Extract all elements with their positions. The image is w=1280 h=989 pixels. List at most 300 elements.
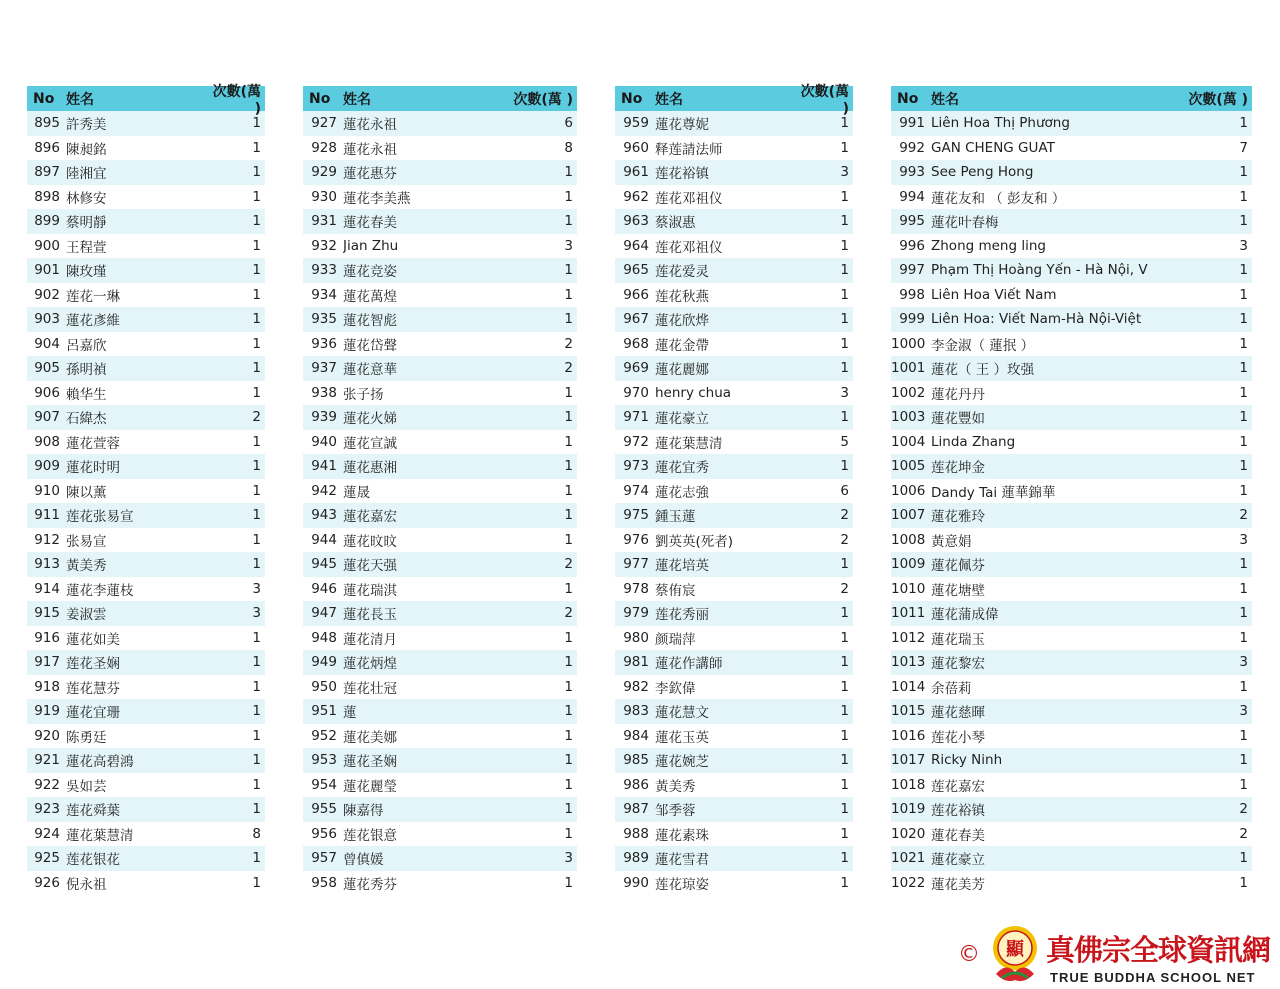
row-name: 蓮花李美燕 bbox=[343, 190, 411, 207]
row-number: 971 bbox=[623, 409, 649, 426]
table-row bbox=[27, 258, 265, 283]
table-row bbox=[891, 332, 1252, 357]
table-row bbox=[27, 356, 265, 381]
row-count: 1 bbox=[252, 164, 261, 181]
table-row bbox=[303, 773, 577, 798]
row-number: 931 bbox=[311, 213, 337, 230]
header-no: No bbox=[33, 90, 55, 107]
table-row bbox=[27, 503, 265, 528]
table-row bbox=[615, 748, 853, 773]
row-number: 981 bbox=[623, 654, 649, 671]
row-count: 2 bbox=[840, 531, 849, 548]
row-name: 蓮花旼旼 bbox=[343, 533, 397, 550]
row-count: 3 bbox=[1239, 237, 1248, 254]
row-number: 943 bbox=[311, 507, 337, 524]
row-number: 1015 bbox=[891, 703, 926, 720]
row-name: 劉英英(死者) bbox=[655, 533, 734, 550]
row-count: 2 bbox=[1239, 507, 1248, 524]
row-number: 932 bbox=[311, 237, 337, 254]
row-count: 1 bbox=[564, 164, 573, 181]
row-number: 973 bbox=[623, 458, 649, 475]
row-name: 蓮花豐如 bbox=[931, 411, 985, 428]
row-number: 1021 bbox=[891, 850, 926, 867]
table-row bbox=[303, 724, 577, 749]
row-name: 賴华生 bbox=[66, 386, 107, 403]
row-count: 1 bbox=[1239, 384, 1248, 401]
row-count: 1 bbox=[1239, 115, 1248, 132]
table-row bbox=[27, 528, 265, 553]
table-row bbox=[615, 871, 853, 896]
row-number: 959 bbox=[623, 115, 649, 132]
row-count: 1 bbox=[840, 678, 849, 695]
row-count: 3 bbox=[1239, 654, 1248, 671]
table-row bbox=[303, 503, 577, 528]
row-number: 1001 bbox=[891, 360, 926, 377]
row-count: 1 bbox=[1239, 286, 1248, 303]
row-count: 1 bbox=[840, 556, 849, 573]
row-name: 蓮花長玉 bbox=[343, 607, 397, 624]
row-count: 1 bbox=[564, 752, 573, 769]
row-number: 913 bbox=[34, 556, 60, 573]
row-count: 1 bbox=[252, 703, 261, 720]
row-name: 石緯杰 bbox=[66, 411, 107, 428]
row-number: 897 bbox=[34, 164, 60, 181]
row-number: 1020 bbox=[891, 825, 926, 842]
table-row bbox=[615, 160, 853, 185]
row-number: 937 bbox=[311, 360, 337, 377]
row-count: 1 bbox=[252, 678, 261, 695]
row-count: 1 bbox=[564, 262, 573, 279]
table-row bbox=[891, 356, 1252, 381]
row-number: 952 bbox=[311, 727, 337, 744]
row-name: 莲花慧芬 bbox=[66, 680, 120, 697]
table-row bbox=[891, 626, 1252, 651]
table-row bbox=[303, 601, 577, 626]
table-row bbox=[891, 405, 1252, 430]
table-4 bbox=[891, 86, 1252, 895]
row-number: 914 bbox=[34, 580, 60, 597]
row-number: 987 bbox=[623, 801, 649, 818]
table-row bbox=[615, 332, 853, 357]
row-name: 蓮花彥維 bbox=[66, 313, 120, 330]
row-name: 黃意娟 bbox=[931, 533, 972, 550]
row-name: 莲花邓祖仪 bbox=[655, 190, 723, 207]
row-number: 941 bbox=[311, 458, 337, 475]
row-number: 1000 bbox=[891, 335, 926, 352]
row-count: 1 bbox=[564, 703, 573, 720]
table-row bbox=[615, 283, 853, 308]
row-count: 1 bbox=[564, 801, 573, 818]
table-row bbox=[891, 234, 1252, 259]
row-name: 蓮花意華 bbox=[343, 362, 397, 379]
row-count: 3 bbox=[564, 237, 573, 254]
table-row bbox=[303, 111, 577, 136]
row-name: 蓮花美芳 bbox=[931, 876, 985, 893]
row-count: 8 bbox=[564, 139, 573, 156]
table-row bbox=[891, 111, 1252, 136]
row-name: 蓮花永祖 bbox=[343, 141, 397, 158]
table-row bbox=[27, 822, 265, 847]
row-count: 3 bbox=[252, 605, 261, 622]
row-number: 940 bbox=[311, 433, 337, 450]
row-number: 982 bbox=[623, 678, 649, 695]
row-count: 2 bbox=[564, 605, 573, 622]
row-number: 994 bbox=[899, 188, 925, 205]
row-count: 1 bbox=[252, 335, 261, 352]
lotus-seal-icon bbox=[988, 924, 1042, 986]
row-count: 1 bbox=[252, 458, 261, 475]
table-row bbox=[27, 332, 265, 357]
row-count: 2 bbox=[840, 580, 849, 597]
row-name: 黃美秀 bbox=[66, 558, 107, 575]
row-name: 陳以薰 bbox=[66, 484, 107, 501]
table-row bbox=[891, 601, 1252, 626]
row-name: 莲花嘉宏 bbox=[931, 778, 985, 795]
row-count: 1 bbox=[840, 213, 849, 230]
row-name: 蓮花尊妮 bbox=[655, 117, 709, 134]
row-name: 蓮花嘉宏 bbox=[343, 509, 397, 526]
table-row bbox=[27, 283, 265, 308]
table-row bbox=[615, 234, 853, 259]
row-count: 1 bbox=[252, 384, 261, 401]
row-name: 蓮花黎宏 bbox=[931, 656, 985, 673]
row-count: 1 bbox=[840, 801, 849, 818]
row-name: 蓮花豪立 bbox=[655, 411, 709, 428]
row-count: 1 bbox=[840, 727, 849, 744]
table-row bbox=[303, 650, 577, 675]
row-count: 1 bbox=[564, 311, 573, 328]
row-count: 1 bbox=[1239, 874, 1248, 891]
row-count: 1 bbox=[564, 678, 573, 695]
table-row bbox=[615, 822, 853, 847]
row-count: 1 bbox=[252, 188, 261, 205]
table-row bbox=[891, 773, 1252, 798]
row-number: 1017 bbox=[891, 752, 926, 769]
row-count: 1 bbox=[1239, 776, 1248, 793]
table-row bbox=[615, 479, 853, 504]
row-count: 3 bbox=[252, 580, 261, 597]
row-number: 948 bbox=[311, 629, 337, 646]
row-number: 921 bbox=[34, 752, 60, 769]
row-count: 1 bbox=[1239, 164, 1248, 181]
row-number: 985 bbox=[623, 752, 649, 769]
row-name: 蓮花塘壁 bbox=[931, 582, 985, 599]
row-count: 1 bbox=[840, 703, 849, 720]
row-number: 895 bbox=[34, 115, 60, 132]
row-number: 1007 bbox=[891, 507, 926, 524]
row-name: 陈勇廷 bbox=[66, 729, 107, 746]
row-number: 934 bbox=[311, 286, 337, 303]
row-name: 莲花琼姿 bbox=[655, 876, 709, 893]
row-name: 蓮花葉慧清 bbox=[655, 435, 723, 452]
row-name: 蓮花麗娜 bbox=[655, 362, 709, 379]
row-count: 1 bbox=[564, 629, 573, 646]
row-name: 释莲請法师 bbox=[655, 141, 723, 158]
table-row bbox=[27, 405, 265, 430]
row-count: 3 bbox=[564, 850, 573, 867]
row-count: 1 bbox=[252, 262, 261, 279]
table-row bbox=[615, 699, 853, 724]
table-row bbox=[303, 528, 577, 553]
row-count: 2 bbox=[564, 556, 573, 573]
row-number: 915 bbox=[34, 605, 60, 622]
row-count: 1 bbox=[252, 531, 261, 548]
row-name: 蓮花春美 bbox=[931, 827, 985, 844]
table-row bbox=[27, 234, 265, 259]
row-name: 莲花裕镇 bbox=[931, 803, 985, 820]
row-count: 1 bbox=[840, 139, 849, 156]
row-count: 1 bbox=[564, 654, 573, 671]
table-header bbox=[27, 83, 265, 117]
row-count: 3 bbox=[1239, 531, 1248, 548]
row-number: 1016 bbox=[891, 727, 926, 744]
table-row bbox=[303, 160, 577, 185]
row-name: 蓮花佩芬 bbox=[931, 558, 985, 575]
table-row bbox=[27, 160, 265, 185]
row-name: 蓮晟 bbox=[343, 484, 370, 501]
table-row bbox=[891, 479, 1252, 504]
row-name: 蓮花美娜 bbox=[343, 729, 397, 746]
table-row bbox=[891, 797, 1252, 822]
row-count: 1 bbox=[1239, 335, 1248, 352]
table-row bbox=[615, 209, 853, 234]
row-count: 3 bbox=[840, 164, 849, 181]
table-header bbox=[615, 83, 853, 117]
row-name: 陳玫瑾 bbox=[66, 264, 107, 281]
row-name: 倪永祖 bbox=[66, 876, 107, 893]
row-number: 1005 bbox=[891, 458, 926, 475]
row-number: 925 bbox=[34, 850, 60, 867]
row-name: 陳嘉得 bbox=[343, 803, 384, 820]
table-row bbox=[891, 724, 1252, 749]
table-header bbox=[891, 86, 1252, 111]
row-name: 蓮花竞姿 bbox=[343, 264, 397, 281]
row-name: 莲花秀丽 bbox=[655, 607, 709, 624]
row-name: 蓮花秀芬 bbox=[343, 876, 397, 893]
row-name: 蓮花萱蓉 bbox=[66, 435, 120, 452]
logo-chinese-name: 真佛宗全球資訊網 bbox=[1046, 933, 1271, 967]
row-name: 蔡侑宸 bbox=[655, 582, 696, 599]
row-name: 张易宣 bbox=[66, 533, 107, 550]
row-number: 919 bbox=[34, 703, 60, 720]
row-name: 蓮花高碧鴻 bbox=[66, 754, 134, 771]
row-count: 1 bbox=[840, 605, 849, 622]
row-name: 蓮花蒲成偉 bbox=[931, 607, 999, 624]
row-name: 蓮花丹丹 bbox=[931, 386, 985, 403]
table-row bbox=[891, 160, 1252, 185]
row-name: 蓮花瑞玉 bbox=[931, 631, 985, 648]
row-name: 莲花银花 bbox=[66, 852, 120, 869]
row-count: 1 bbox=[564, 458, 573, 475]
header-count: 次數(萬 ) bbox=[513, 91, 573, 108]
row-count: 1 bbox=[840, 360, 849, 377]
header-name: 姓名 bbox=[655, 91, 683, 108]
row-count: 1 bbox=[252, 776, 261, 793]
row-count: 3 bbox=[1239, 703, 1248, 720]
row-number: 905 bbox=[34, 360, 60, 377]
row-count: 1 bbox=[564, 384, 573, 401]
row-number: 942 bbox=[311, 482, 337, 499]
table-row bbox=[615, 111, 853, 136]
row-count: 1 bbox=[1239, 605, 1248, 622]
row-number: 944 bbox=[311, 531, 337, 548]
row-number: 991 bbox=[899, 115, 925, 132]
table-row bbox=[27, 846, 265, 871]
row-name: 呂嘉欣 bbox=[66, 337, 107, 354]
row-number: 960 bbox=[623, 139, 649, 156]
row-name: 蓮花清月 bbox=[343, 631, 397, 648]
row-number: 983 bbox=[623, 703, 649, 720]
row-number: 989 bbox=[623, 850, 649, 867]
row-name: 蓮花麗瑩 bbox=[343, 778, 397, 795]
row-number: 933 bbox=[311, 262, 337, 279]
row-count: 8 bbox=[252, 825, 261, 842]
row-count: 1 bbox=[1239, 556, 1248, 573]
row-number: 958 bbox=[311, 874, 337, 891]
row-number: 902 bbox=[34, 286, 60, 303]
header-name: 姓名 bbox=[343, 91, 371, 108]
row-name: 莲花秋燕 bbox=[655, 288, 709, 305]
row-number: 908 bbox=[34, 433, 60, 450]
row-count: 1 bbox=[252, 727, 261, 744]
row-name: 蓮花时明 bbox=[66, 460, 120, 477]
row-name: 莲花坤金 bbox=[931, 460, 985, 477]
table-row bbox=[891, 381, 1252, 406]
table-row bbox=[615, 675, 853, 700]
row-count: 1 bbox=[252, 115, 261, 132]
row-name: 蓮花李蓮枝 bbox=[66, 582, 134, 599]
row-name: 蓮花瑞淇 bbox=[343, 582, 397, 599]
table-row bbox=[615, 454, 853, 479]
table-row bbox=[891, 430, 1252, 455]
row-count: 1 bbox=[840, 752, 849, 769]
row-name: 蓮花天强 bbox=[343, 558, 397, 575]
row-name: 莲花爱灵 bbox=[655, 264, 709, 281]
row-count: 1 bbox=[840, 335, 849, 352]
row-number: 964 bbox=[623, 237, 649, 254]
row-count: 1 bbox=[252, 752, 261, 769]
row-number: 969 bbox=[623, 360, 649, 377]
table-row bbox=[615, 724, 853, 749]
row-count: 2 bbox=[840, 507, 849, 524]
row-number: 1018 bbox=[891, 776, 926, 793]
row-number: 909 bbox=[34, 458, 60, 475]
row-number: 954 bbox=[311, 776, 337, 793]
table-row bbox=[891, 454, 1252, 479]
header-no: No bbox=[309, 90, 331, 107]
row-number: 999 bbox=[899, 311, 925, 328]
row-number: 949 bbox=[311, 654, 337, 671]
row-number: 998 bbox=[899, 286, 925, 303]
table-row bbox=[891, 185, 1252, 210]
row-name: 陳昶銘 bbox=[66, 141, 107, 158]
table-row bbox=[303, 356, 577, 381]
row-count: 1 bbox=[252, 874, 261, 891]
row-number: 962 bbox=[623, 188, 649, 205]
table-row bbox=[27, 136, 265, 161]
table-row bbox=[615, 601, 853, 626]
row-count: 1 bbox=[252, 482, 261, 499]
table-row bbox=[615, 773, 853, 798]
row-number: 926 bbox=[34, 874, 60, 891]
row-name: 陸湘宜 bbox=[66, 166, 107, 183]
row-name: 莲花裕镇 bbox=[655, 166, 709, 183]
row-number: 924 bbox=[34, 825, 60, 842]
row-number: 916 bbox=[34, 629, 60, 646]
row-name: 邹季蓉 bbox=[655, 803, 696, 820]
row-number: 945 bbox=[311, 556, 337, 573]
row-count: 1 bbox=[840, 654, 849, 671]
row-count: 1 bbox=[840, 825, 849, 842]
row-number: 995 bbox=[899, 213, 925, 230]
row-name: 曾傎媛 bbox=[343, 852, 384, 869]
row-number: 917 bbox=[34, 654, 60, 671]
row-count: 1 bbox=[1239, 188, 1248, 205]
row-number: 1009 bbox=[891, 556, 926, 573]
row-count: 1 bbox=[1239, 727, 1248, 744]
row-number: 904 bbox=[34, 335, 60, 352]
header-name: 姓名 bbox=[931, 91, 959, 108]
row-number: 946 bbox=[311, 580, 337, 597]
row-number: 939 bbox=[311, 409, 337, 426]
logo-english-name: TRUE BUDDHA SCHOOL NET bbox=[1050, 970, 1256, 985]
table-row bbox=[891, 650, 1252, 675]
row-name: 蓮花培英 bbox=[655, 558, 709, 575]
row-count: 1 bbox=[252, 507, 261, 524]
true-buddha-school-logo bbox=[958, 924, 1280, 988]
row-number: 906 bbox=[34, 384, 60, 401]
row-count: 1 bbox=[840, 237, 849, 254]
table-row bbox=[891, 699, 1252, 724]
row-name: 蓮花欣烨 bbox=[655, 313, 709, 330]
table-row bbox=[27, 185, 265, 210]
row-name: 张子扬 bbox=[343, 386, 384, 403]
row-count: 1 bbox=[564, 482, 573, 499]
table-row bbox=[615, 503, 853, 528]
row-name: Liên Hoa Thị Phương bbox=[931, 115, 1070, 132]
table-row bbox=[27, 552, 265, 577]
header-count: 次數(萬 ) bbox=[800, 83, 849, 117]
table-row bbox=[27, 797, 265, 822]
row-name: 蓮花永祖 bbox=[343, 117, 397, 134]
row-name: 蔡淑惠 bbox=[655, 215, 696, 232]
row-name: 蓮花惠芬 bbox=[343, 166, 397, 183]
row-count: 2 bbox=[252, 409, 261, 426]
row-name: 颜瑞萍 bbox=[655, 631, 696, 648]
row-number: 1022 bbox=[891, 874, 926, 891]
table-row bbox=[303, 699, 577, 724]
row-number: 967 bbox=[623, 311, 649, 328]
table-row bbox=[891, 307, 1252, 332]
row-count: 1 bbox=[1239, 262, 1248, 279]
row-name: 蓮花宜珊 bbox=[66, 705, 120, 722]
seal-text: 顯 bbox=[1006, 939, 1024, 960]
table-row bbox=[615, 846, 853, 871]
row-number: 923 bbox=[34, 801, 60, 818]
row-number: 1008 bbox=[891, 531, 926, 548]
table-row bbox=[891, 846, 1252, 871]
row-name: 李欽偉 bbox=[655, 680, 696, 697]
row-number: 1011 bbox=[891, 605, 926, 622]
table-row bbox=[27, 773, 265, 798]
row-number: 907 bbox=[34, 409, 60, 426]
row-number: 996 bbox=[899, 237, 925, 254]
row-number: 1003 bbox=[891, 409, 926, 426]
table-row bbox=[303, 430, 577, 455]
row-name: 余蓓莉 bbox=[931, 680, 972, 697]
table-row bbox=[303, 185, 577, 210]
row-count: 1 bbox=[840, 776, 849, 793]
